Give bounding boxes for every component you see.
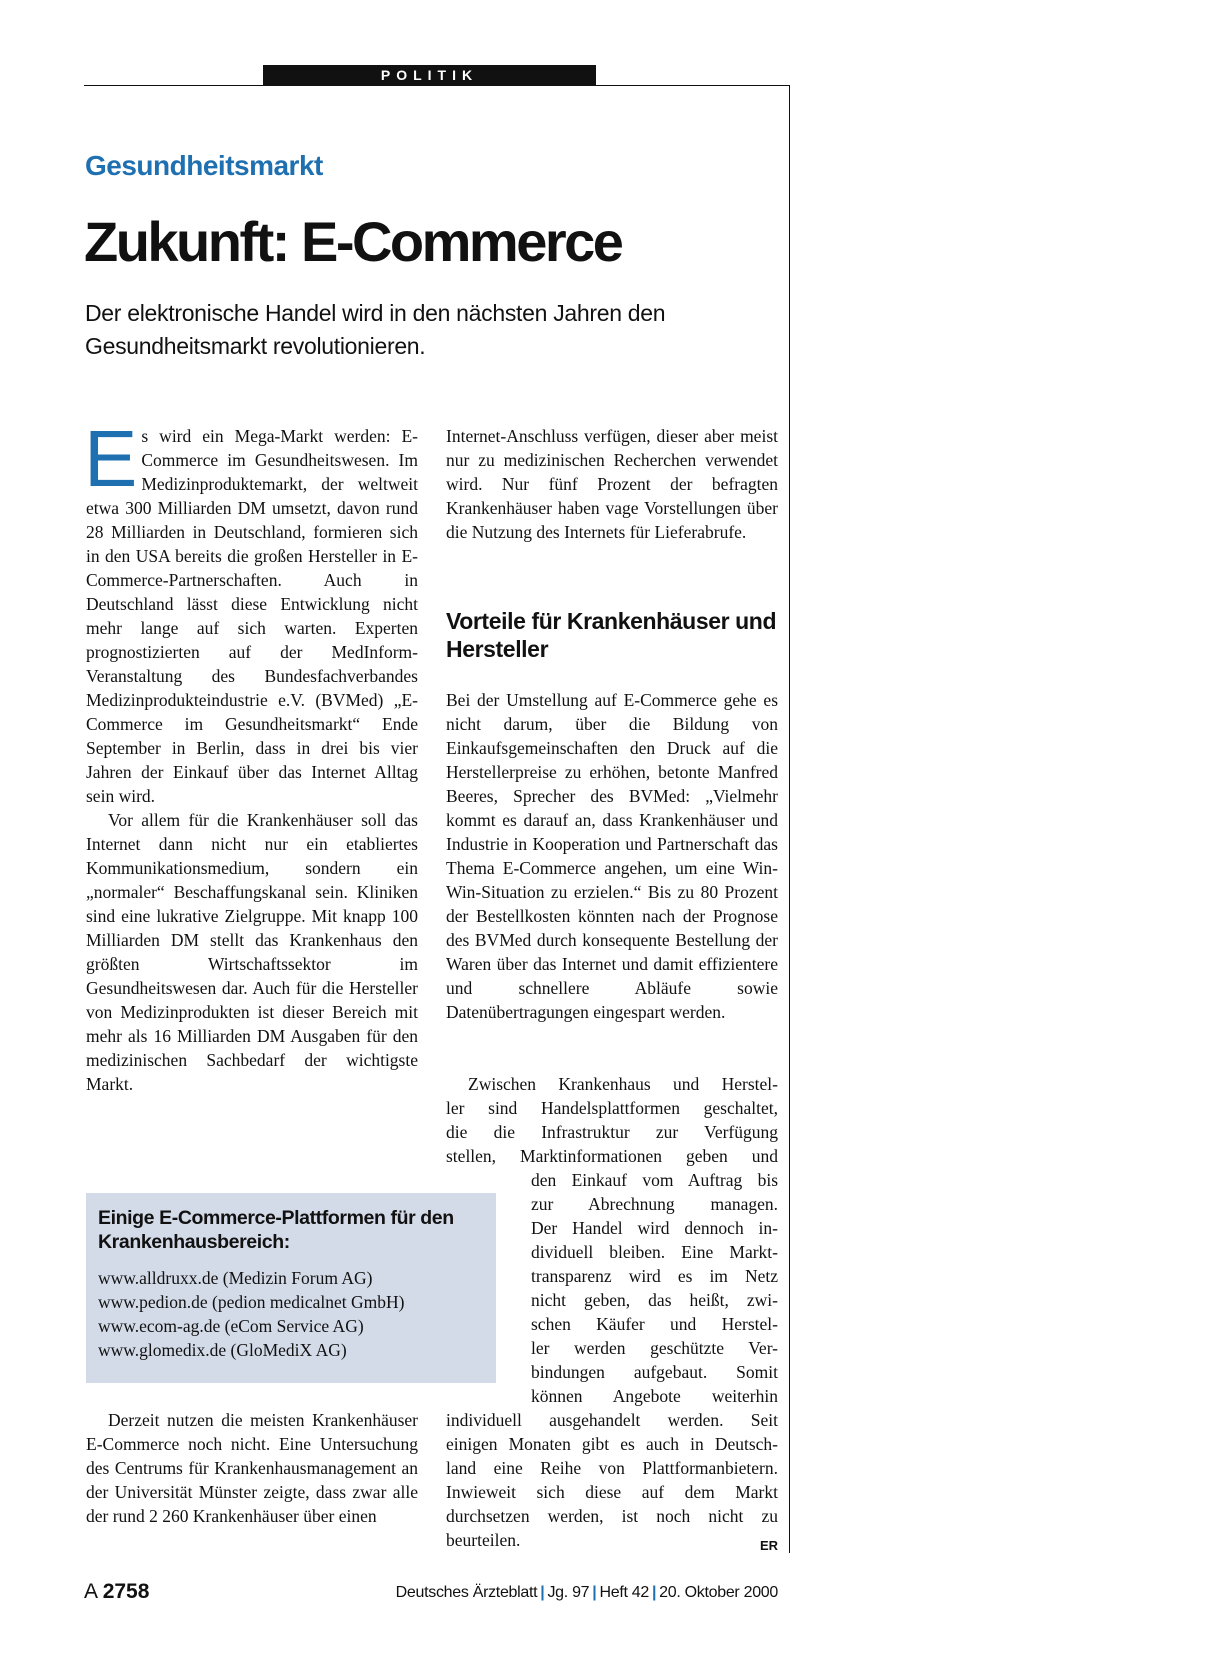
text-line: transparenz wird es im Netz [531, 1266, 778, 1286]
article-column-2 [446, 424, 778, 544]
text-line: zur Abrechnung managen. [531, 1194, 778, 1214]
date: 20. Oktober 2000 [659, 1584, 778, 1601]
paragraph-5: Bei der Umstellung auf E-Commerce gehe es nicht darum, über die Bildung von Einkaufsgemeinschaften den Druck auf die Herstellerpreise zu erhöhen, betonte Manfred Beeres, Sprecher des BVMed: „Vielmehr kommt es darauf an, dass Krankenhäuser und Industrie in Kooperation und Partnerschaft das Thema E-Commerce angehen, um eine Win-Win-Situation zu erzielen.“ Bis zu 80 Prozent der Bestellkosten könnten nach der Prognose des BVMed durch konsequente Bestellung der Waren über das Internet und damit effizientere und schnellere Abläufe sowie Datenübertragungen eingespart werden. [446, 690, 778, 1022]
text-line: stellen, Marktinformationen geben und [446, 1146, 778, 1166]
issue: Heft 42 [599, 1584, 649, 1601]
text-line: Inwieweit sich diese auf dem Markt [446, 1482, 778, 1502]
text-line: individuell ausgehandelt werden. Seit [446, 1410, 778, 1430]
text-line: können Angebote weiterhin [531, 1386, 778, 1406]
top-rule [84, 85, 790, 86]
paragraph-2: Vor allem für die Krankenhäuser soll das Internet dann nicht nur ein etabliertes Kommunikationsmedium, sondern ein „normaler“ Beschaffungskanal sein. Kliniken sind eine lukrative Zielgruppe. Mit knapp 100 Milliarden DM stellt das Krankenhaus den größten Wirtschaftssektor im Gesundheitswesen dar. Auch für die Hersteller von Medizinprodukten ist dieser Bereich mit mehr als 16 Milliarden DM Ausgaben für den medizinischen Sachbedarf der wichtigste Markt. [86, 810, 418, 1094]
text-line: Zwischen Krankenhaus und Herstel- [468, 1074, 778, 1094]
text-line: schen Käufer und Herstel- [531, 1314, 778, 1334]
paragraph-1 [84, 414, 418, 808]
page-number-value: 2758 [102, 1580, 150, 1603]
journal-name: Deutsches Ärzteblatt [395, 1584, 538, 1601]
platform-link[interactable]: www.alldruxx.de (Medizin Forum AG) [98, 1268, 373, 1288]
kicker: Gesundheitsmarkt [85, 150, 323, 181]
platform-link[interactable]: www.pedion.de (pedion medicalnet GmbH) [98, 1292, 405, 1312]
platform-list [98, 1266, 405, 1362]
publication-info [396, 1584, 778, 1602]
text-line: Der Handel wird dennoch in- [531, 1218, 778, 1238]
info-box [86, 1193, 496, 1383]
volume: Jg. 97 [547, 1584, 590, 1601]
separator: | [540, 1584, 545, 1601]
text-line: ler werden geschützte Ver- [531, 1338, 778, 1358]
paragraph-1-text: s wird ein Mega-Markt werden: E-Commerce im Gesundheitswesen. Im Medizinproduktemarkt, der weltweit etwa 300 Milliarden DM umsetzt, davon rund 28 Milliarden in Deutschland, formieren sich in den USA bereits die großen Hersteller in E-Commerce-Partnerschaften. Auch in Deutschland lässt diese Entwicklung nicht mehr lange auf sich warten. Experten prognostizierten auf der MedInform-Veranstaltung des Bundesfachverbandes Medizinprodukteindustrie e.V. (BVMed) „E-Commerce im Gesundheitsmarkt“ Ende September in Berlin, dass in drei bis vier Jahren der Einkauf über das Internet Alltag sein wird. [86, 426, 418, 806]
text-line: den Einkauf vom Auftrag bis [531, 1170, 778, 1190]
platform-link[interactable]: www.ecom-ag.de (eCom Service AG) [98, 1316, 364, 1336]
article-column-1 [84, 414, 418, 1096]
article-column-2-continued [446, 688, 778, 1024]
platform-link[interactable]: www.glomedix.de (GloMediX AG) [98, 1340, 347, 1360]
author-signoff: ER [760, 1538, 779, 1553]
text-line: durchsetzen werden, ist noch nicht zu [446, 1506, 778, 1526]
text-line: ler sind Handelsplattformen geschaltet, [446, 1098, 778, 1118]
text-line: beurteilen. [446, 1530, 521, 1550]
column-rule [789, 85, 790, 1553]
drop-cap: E [84, 414, 138, 503]
paragraph-4: Internet-Anschluss verfügen, dieser aber meist nur zu medizinischen Recherchen verwendet wird. Nur fünf Prozent der befragten Krankenhäuser haben vage Vorstellungen über die Nutzung des Internets für Lieferabrufe. [446, 426, 778, 542]
article-column-1-continued [86, 1408, 418, 1528]
section-label: POLITIK [263, 65, 596, 85]
text-line: land eine Reihe von Plattformanbietern. [446, 1458, 778, 1478]
text-line: die die Infrastruktur zur Verfügung [446, 1122, 778, 1142]
headline: Zukunft: E-Commerce [84, 210, 622, 273]
text-line: nicht geben, das heißt, zwi- [531, 1290, 778, 1310]
info-box-title: Einige E-Commerce-Plattformen für den Krankenhausbereich: [98, 1207, 454, 1253]
text-line: bindungen aufgebaut. Somit [531, 1362, 778, 1382]
separator: | [592, 1584, 597, 1601]
subheading: Vorteile für Krankenhäuser und Hersteller [446, 608, 777, 662]
page-number [84, 1580, 149, 1604]
separator: | [651, 1584, 657, 1601]
lead-text: Der elektronische Handel wird in den nächsten Jahren den Gesundheitsmarkt revolutionieren. [85, 300, 666, 359]
page-prefix: A [84, 1580, 97, 1603]
page-footer [84, 1580, 790, 1610]
paragraph-3: Derzeit nutzen die meisten Krankenhäuser E-Commerce noch nicht. Eine Untersuchung des Centrums für Krankenhausmanagement an der Universität Münster zeigte, dass zwar alle der rund 2 260 Krankenhäuser über einen [86, 1410, 418, 1526]
text-line: dividuell bleiben. Eine Markt- [531, 1242, 778, 1262]
text-line: einigen Monaten gibt es auch in Deutsch- [446, 1434, 778, 1454]
